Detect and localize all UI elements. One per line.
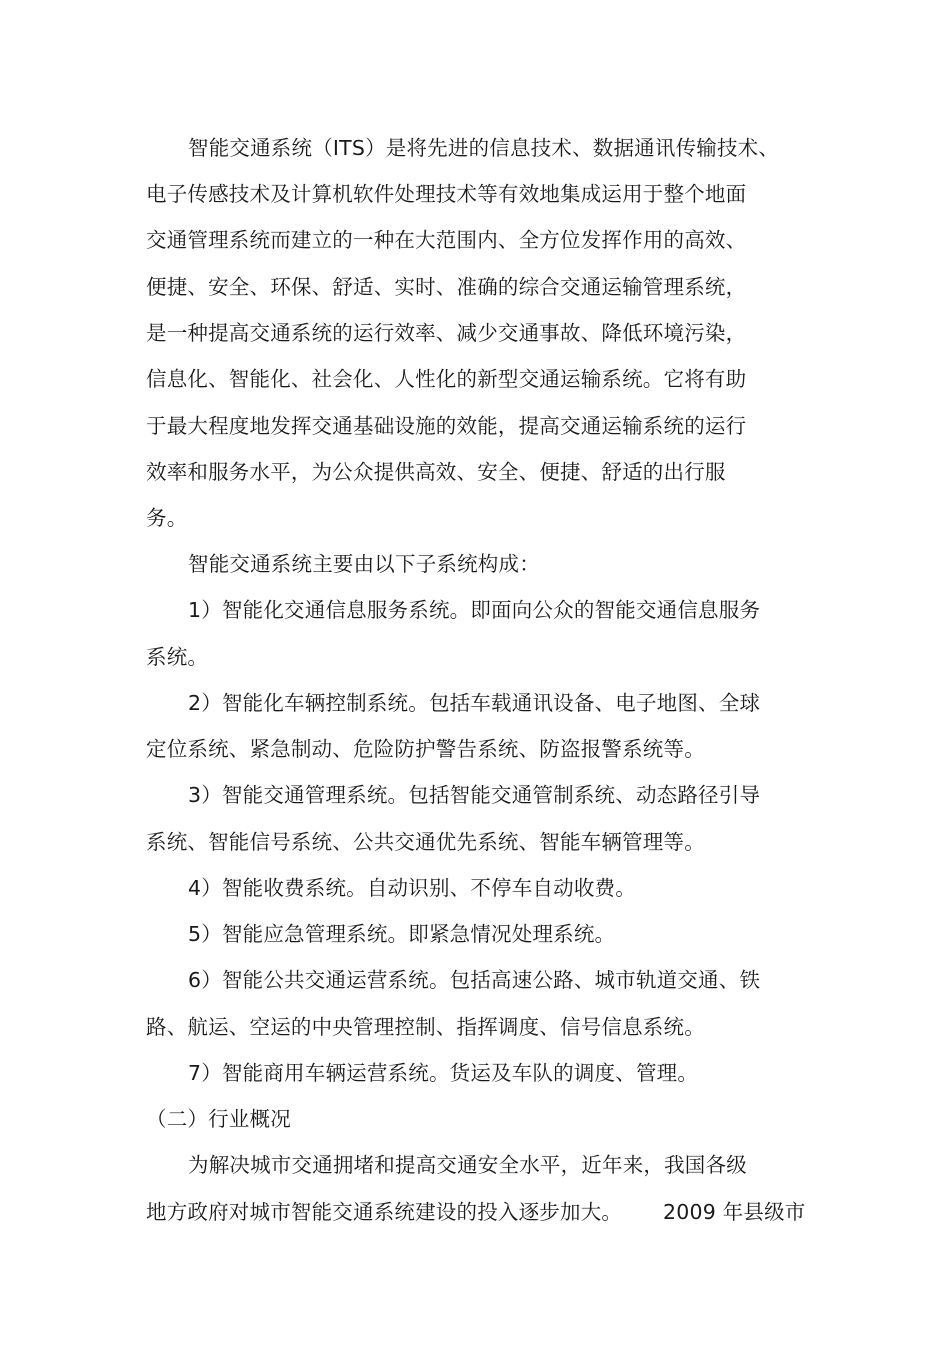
paragraph-line: 信息化、智能化、社会化、人性化的新型交通运输系统。它将有助 [146,367,747,391]
paragraph-line: 效率和服务水平，为公众提供高效、安全、便捷、舒适的出行服 [146,460,726,484]
paragraph-line: 智能交通系统（ITS）是将先进的信息技术、数据通讯传输技术、 [188,136,780,160]
list-item: 6）智能公共交通运营系统。包括高速公路、城市轨道交通、铁 [188,968,761,992]
list-item-continuation: 系统、智能信号系统、公共交通优先系统、智能车辆管理等。 [146,830,705,854]
list-item: 5）智能应急管理系统。即紧急情况处理系统。 [188,922,616,946]
list-item: 4）智能收费系统。自动识别、不停车自动收费。 [188,876,636,900]
list-item-continuation: 定位系统、紧急制动、危险防护警告系统、防盗报警系统等。 [146,737,705,761]
paragraph-line: 务。 [146,506,188,530]
list-item-continuation: 系统。 [146,645,209,669]
paragraph-line: 便捷、安全、环保、舒适、实时、准确的综合交通运输管理系统， [146,275,747,299]
list-item: 3）智能交通管理系统。包括智能交通管制系统、动态路径引导 [188,783,761,807]
list-item: 7）智能商用车辆运营系统。货运及车队的调度、管理。 [188,1061,699,1085]
section-intro: 智能交通系统主要由以下子系统构成： [188,552,540,576]
paragraph-line: 电子传感技术及计算机软件处理技术等有效地集成运用于整个地面 [146,182,747,206]
paragraph-line-tail: 2009 年县级市 [663,1200,806,1224]
paragraph-line: 于最大程度地发挥交通基础设施的效能，提高交通运输系统的运行 [146,414,747,438]
list-item: 2）智能化车辆控制系统。包括车载通讯设备、电子地图、全球 [188,691,761,715]
section-heading: （二）行业概况 [146,1107,291,1131]
paragraph-line: 为解决城市交通拥堵和提高交通安全水平，近年来，我国各级 [188,1153,747,1177]
paragraph-line: 是一种提高交通系统的运行效率、减少交通事故、降低环境污染， [146,321,747,345]
paragraph-line: 交通管理系统而建立的一种在大范围内、全方位发挥作用的高效、 [146,228,747,252]
list-item-continuation: 路、航运、空运的中央管理控制、指挥调度、信号信息系统。 [146,1015,705,1039]
paragraph-line: 地方政府对城市智能交通系统建设的投入逐步加大。 [146,1200,623,1224]
list-item: 1）智能化交通信息服务系统。即面向公众的智能交通信息服务 [188,598,761,622]
